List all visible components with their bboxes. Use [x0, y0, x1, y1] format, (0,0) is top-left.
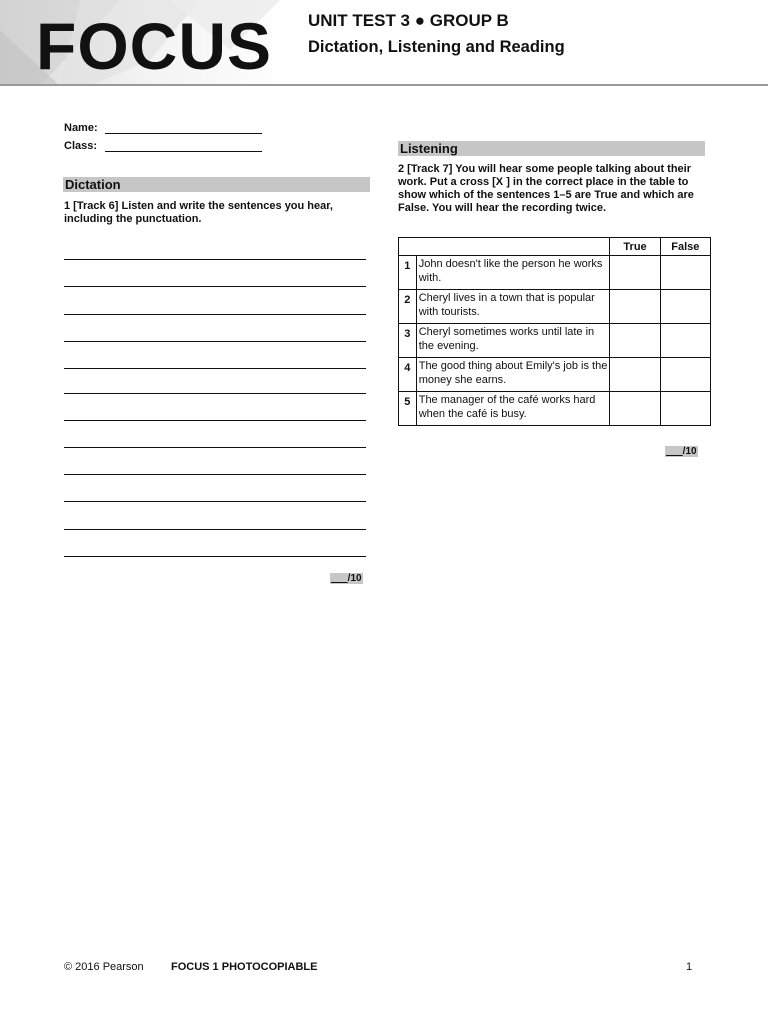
true-cell[interactable] [610, 392, 660, 426]
row-number: 5 [399, 392, 417, 426]
row-number: 4 [399, 358, 417, 392]
photocopiable-note: FOCUS 1 PHOTOCOPIABLE [171, 961, 318, 973]
true-cell[interactable] [610, 358, 660, 392]
copyright: © 2016 Pearson [64, 961, 144, 973]
answer-line[interactable] [64, 341, 366, 342]
false-cell[interactable] [660, 290, 710, 324]
true-cell[interactable] [610, 256, 660, 290]
row-number: 3 [399, 324, 417, 358]
answer-line[interactable] [64, 474, 366, 475]
true-column-header: True [610, 238, 660, 256]
listening-instruction: 2 [Track 7] You will hear some people talking about their work. Put a cross [X ] in the correct place in the table to show which of the sentences 1–5 are True and which are False. You will hear the recording twice. [398, 163, 694, 214]
focus-logo: FOCUS [36, 9, 272, 83]
header-divider [0, 84, 768, 86]
answer-line[interactable] [64, 501, 366, 502]
false-cell[interactable] [660, 256, 710, 290]
row-sentence: John doesn't like the person he works with. [416, 256, 610, 290]
true-cell[interactable] [610, 290, 660, 324]
table-header-row [399, 238, 711, 256]
name-field[interactable] [105, 133, 262, 134]
table-row [399, 290, 711, 324]
row-sentence: The manager of the café works hard when the café is busy. [416, 392, 610, 426]
dictation-score [330, 573, 363, 584]
answer-line[interactable] [64, 259, 366, 260]
table-row [399, 324, 711, 358]
answer-line[interactable] [64, 420, 366, 421]
false-cell[interactable] [660, 358, 710, 392]
score-blank[interactable] [331, 573, 348, 584]
false-cell[interactable] [660, 324, 710, 358]
answer-line[interactable] [64, 447, 366, 448]
row-number: 2 [399, 290, 417, 324]
table-row [399, 358, 711, 392]
answer-line[interactable] [64, 286, 366, 287]
class-field[interactable] [105, 151, 262, 152]
true-false-table [398, 237, 711, 426]
score-total: /10 [682, 446, 697, 457]
unit-test-title: UNIT TEST 3 ● GROUP B [308, 11, 509, 30]
class-label: Class: [64, 140, 98, 152]
row-sentence: Cheryl sometimes works until late in the evening. [416, 324, 610, 358]
table-row [399, 256, 711, 290]
score-blank[interactable] [666, 446, 683, 457]
answer-line[interactable] [64, 393, 366, 394]
page-number: 1 [686, 961, 693, 973]
blank-header [399, 238, 610, 256]
score-total: /10 [347, 573, 362, 584]
answer-line[interactable] [64, 314, 366, 315]
true-cell[interactable] [610, 324, 660, 358]
listening-heading: Listening [398, 141, 705, 156]
page-header [0, 0, 768, 86]
row-sentence: The good thing about Emily's job is the money she earns. [416, 358, 610, 392]
name-label: Name: [64, 122, 98, 134]
answer-line[interactable] [64, 556, 366, 557]
false-cell[interactable] [660, 392, 710, 426]
row-number: 1 [399, 256, 417, 290]
dictation-heading: Dictation [63, 177, 370, 192]
answer-line[interactable] [64, 368, 366, 369]
false-column-header: False [660, 238, 710, 256]
table-row [399, 392, 711, 426]
test-subtitle: Dictation, Listening and Reading [308, 38, 565, 56]
dictation-instruction: 1 [Track 6] Listen and write the sentences you hear, including the punctuation. [64, 200, 333, 225]
answer-line[interactable] [64, 529, 366, 530]
listening-score [665, 446, 698, 457]
row-sentence: Cheryl lives in a town that is popular with tourists. [416, 290, 610, 324]
